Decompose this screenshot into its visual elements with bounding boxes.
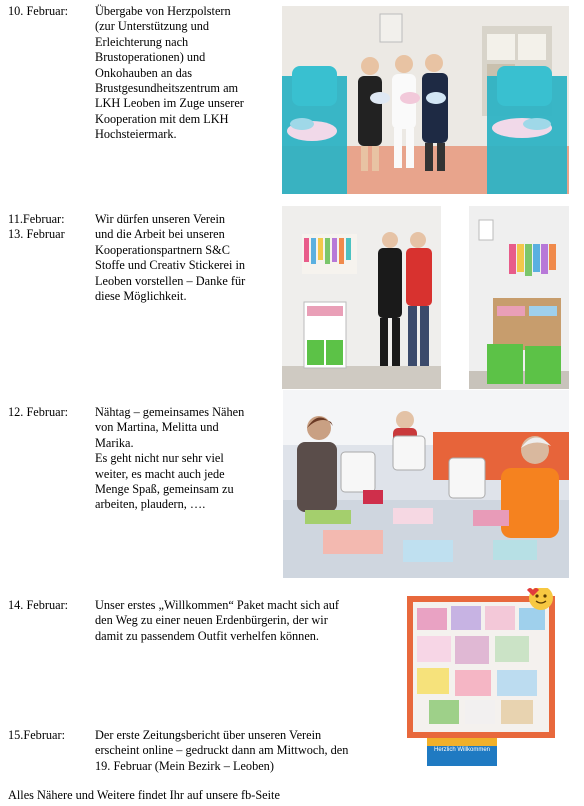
entry-text-5: Der erste Zeitungsbericht über unseren Verein erscheint online – gedruckt dann am Mittwoch, den 19. Februar (Mein Bezirk – Leoben) [95,728,349,773]
welcome-package-photo [403,588,565,774]
shop-photo-women [282,206,441,389]
entry-text-2: Wir dürfen unseren Verein und die Arbeit bei unseren Kooperationspartnern S&C Stoffe und Creativ Stickerei in Leoben vorstellen – Danke für diese Möglichkeit. [95,212,246,304]
entry-text-1: Übergabe von Herzpolstern (zur Unterstützung und Erleichterung nach Brustoperationen) und Onkohauben an das Brustgesundheitszentrum am LKH Leoben im Zuge unserer Kooperation mit dem LKH Hochsteiermark. [95,4,244,142]
entry-date-1: 10. Februar: [8,4,69,18]
entry-text-3: Nähtag – gemeinsames Nähen von Martina, Melitta und Marika. Es geht nicht nur sehr viel weiter, es macht auch jede Menge Spaß, gemeinsam zu arbeiten, plaudern, …. [95,405,245,512]
sewing-day-photo [283,390,569,578]
entry-text-4: Unser erstes „Willkommen“ Paket macht sich auf den Weg zu einer neuen Erdenbürgerin, der wir damit zu passendem Outfit verhelfen können. [95,598,339,643]
entry-date-3: 12. Februar: [8,405,69,419]
shop-photo-shelf [469,206,569,389]
welcome-card-label: Herzlich Willkommen [433,747,490,753]
handover-photo [282,6,569,194]
entry-date-5: 15.Februar: [8,728,66,742]
entry-date-4: 14. Februar: [8,598,69,612]
footer-text: Alles Nähere und Weitere findet Ihr auf unsere fb-Seite [8,788,280,802]
entry-date-2: 11.Februar: 13. Februar [8,212,65,242]
